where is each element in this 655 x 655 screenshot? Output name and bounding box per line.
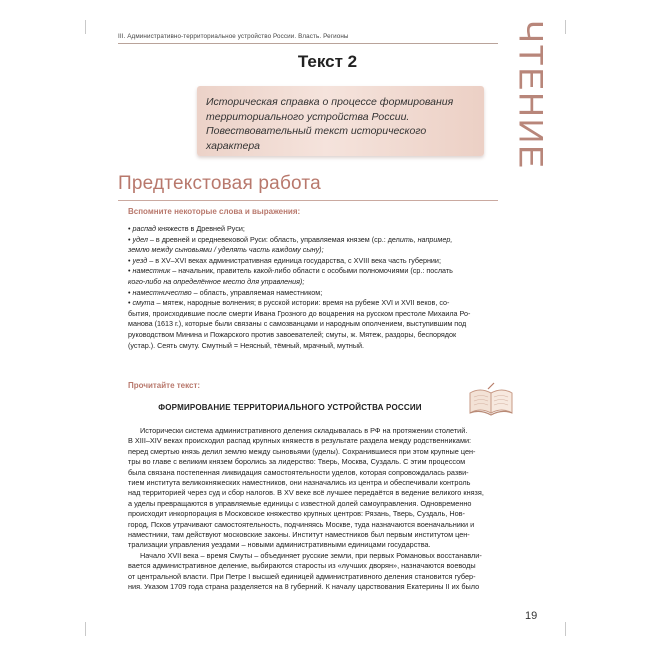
- vocab-term: распад: [132, 224, 157, 233]
- article-line: ния. Указом 1709 года страна разделяется на 8 губерний. К началу царствования Екатерины II их было: [128, 582, 480, 592]
- article-title: ФОРМИРОВАНИЕ ТЕРРИТОРИАЛЬНОГО УСТРОЙСТВА РОССИИ: [158, 403, 422, 412]
- article-line: трализации управления уездами – новыми административными единицами государства.: [128, 540, 431, 550]
- vocab-item-cont: землю между сыновьями / уделять часть каждому сыну);: [128, 245, 324, 255]
- article-line: перед смертью князь делил землю между сыновьями (уделы). Сохранившиеся при этом крупные цен-: [128, 446, 476, 456]
- vocab-term: смута: [132, 298, 155, 308]
- crop-mark: [565, 20, 566, 34]
- article-line: происходит инкорпорация в Московское княжество крупных центров: Рязань, Тверь, Суздаль, Нов-: [128, 509, 465, 519]
- vocab-item: • наместник – начальник, правитель какой-либо области с особыми полномочиями (ср.: послать: [128, 266, 453, 276]
- section-rule: [118, 200, 498, 201]
- article-line: Начало XVII века – время Смуты – объединяет русские земли, при первых Романовых восстанавли-: [140, 550, 482, 560]
- vocab-term: уезд: [132, 255, 148, 265]
- banner-line: характера: [206, 139, 260, 152]
- vocab-item-cont: руководством Минина и Пожарского против завоевателей; смуты, ж. Мятеж, раздоры, беспорядок: [128, 329, 457, 339]
- article-line: над территорией через суд и сбор налогов. В XV веке всё лучшее передаётся в ведение великого князя,: [128, 488, 484, 498]
- article-line: тием института великокняжеских наместников, они назначались из центра и обеспечивали контроль: [128, 478, 471, 488]
- article-line: от центральной власти. При Петре I высшей единицей административного деления становится губер-: [128, 571, 476, 581]
- vocab-item: • распад княжеств в Древней Руси;: [128, 224, 245, 233]
- section-title: Предтекстовая работа: [118, 173, 321, 194]
- vocab-term: удел: [132, 234, 148, 244]
- vocab-item: • уезд – в XV–XVI веках административная единица государства, с XVIII века часть губернии;: [128, 255, 441, 265]
- article-line: а уделы превращаются в управляемые единицы с известной долей самоуправления. Одновременно: [128, 498, 472, 508]
- article-line: была связана постепенная ликвидация самостоятельности уделов, которая сопровождалась разви-: [128, 467, 469, 477]
- article-line: город, Псков утрачивают самостоятельность, подчиняясь Москве, туда назначаются военачальники и: [128, 519, 475, 529]
- banner-line: территориального устройства России.: [206, 110, 410, 123]
- crop-mark: [565, 622, 566, 636]
- article-line: наместники, там действуют московские законы. Институт наместников был первым институтом цен-: [128, 530, 470, 540]
- vocab-item-cont: кого-либо на определённое место для управления);: [128, 276, 305, 286]
- vocab-item-cont: (устар.). Сеять смуту. Смутный = Неясный, тёмный, мрачный, мутный.: [128, 340, 365, 350]
- vocab-item-cont: бытия, происходившие после смерти Ивана Грозного до воцарения на русском престоле Михаила Ро-: [128, 308, 471, 318]
- vocab-term: наместничество: [132, 287, 192, 297]
- prompt-recall: Вспомните некоторые слова и выражения:: [128, 207, 301, 216]
- article-body: [128, 426, 518, 593]
- crop-mark: [85, 20, 86, 34]
- page-number: 19: [525, 610, 538, 622]
- vocab-item: • смута – мятеж, народные волнения; в русской истории: время на рубеже XVI и XVII веков, со-: [128, 298, 450, 308]
- vocab-item: • наместничество – область, управляемая наместником;: [128, 287, 323, 297]
- vocab-item: • удел – в древней и средневековой Руси: область, управляемая князем (ср.: делить, например,: [128, 234, 453, 244]
- article-line: тры во главе с великим князем боролись за лидерство: Тверь, Москва, Суздаль. С этим процессом: [128, 457, 466, 467]
- banner-line: Историческая справка о процессе формирования: [206, 96, 454, 108]
- article-line: вается административное деление, выбираются старосты из «лучших дворян», назначаются воеводы: [128, 561, 476, 571]
- vocab-list: [128, 224, 528, 351]
- article-line: Исторически система административного деления складывалась в РФ на протяжении столетий.: [140, 426, 468, 435]
- article-line: В XIII–XIV веках происходил распад крупных княжеств в результате раздела между родственниками:: [128, 436, 472, 446]
- running-header: III. Административно-территориальное устройство России. Власть. Регионы: [118, 33, 349, 40]
- header-rule: [118, 43, 498, 44]
- open-book-icon: [466, 379, 516, 419]
- prompt-read: Прочитайте текст:: [128, 381, 201, 390]
- text-heading: Текст 2: [297, 52, 358, 71]
- crop-mark: [85, 622, 86, 636]
- banner-text: [206, 95, 474, 153]
- side-label-text: ЧТЕНИЕ: [511, 20, 550, 170]
- vocab-item-cont: манова (1613 г.), которые были связаны с самозванцами и народным ополчением, выступившим под: [128, 319, 467, 329]
- vocab-term: наместник: [132, 266, 171, 276]
- banner-line: Повествовательный текст исторического: [206, 125, 427, 137]
